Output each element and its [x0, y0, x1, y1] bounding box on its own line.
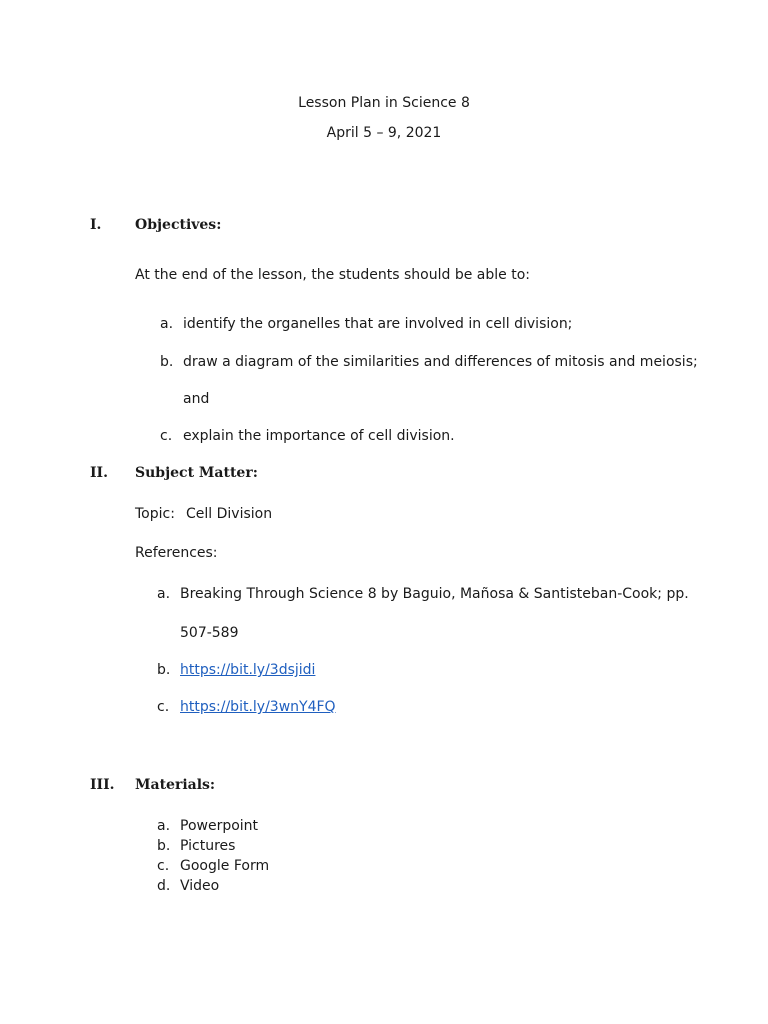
material-item: Video [180, 878, 220, 894]
material-item: Google Form [180, 858, 270, 874]
section-numeral-objectives: I. [90, 217, 102, 233]
objectives-intro: At the end of the lesson, the students should be able to: [135, 267, 530, 283]
reference-item-continuation: 507-589 [180, 625, 239, 641]
objective-item-continuation: and [183, 391, 210, 407]
topic-label: Topic: [135, 506, 175, 522]
section-numeral-materials: III. [90, 777, 115, 793]
reference-item: Breaking Through Science 8 by Baguio, Mañosa & Santisteban-Cook; pp. [180, 586, 689, 602]
list-marker: b. [157, 662, 171, 678]
list-marker: c. [160, 428, 173, 444]
document-date: April 5 – 9, 2021 [326, 125, 442, 141]
list-marker: d. [157, 878, 171, 894]
reference-link[interactable]: https://bit.ly/3dsjidi [180, 662, 316, 678]
references-label: References: [135, 545, 218, 561]
reference-link[interactable]: https://bit.ly/3wnY4FQ [180, 699, 336, 715]
section-numeral-subject-matter: II. [90, 465, 108, 481]
material-item: Pictures [180, 838, 236, 854]
list-marker: b. [157, 838, 171, 854]
list-marker: c. [157, 699, 170, 715]
section-heading-materials: Materials: [135, 777, 216, 793]
objective-item: identify the organelles that are involved in cell division; [183, 316, 573, 332]
list-marker: a. [157, 818, 171, 834]
list-marker: a. [160, 316, 174, 332]
objective-item: draw a diagram of the similarities and differences of mitosis and meiosis; [183, 354, 698, 370]
material-item: Powerpoint [180, 818, 259, 834]
objective-item: explain the importance of cell division. [183, 428, 455, 444]
topic-value: Cell Division [186, 506, 273, 522]
document-title: Lesson Plan in Science 8 [298, 95, 470, 111]
section-heading-subject-matter: Subject Matter: [135, 465, 258, 481]
list-marker: a. [157, 586, 171, 602]
list-marker: c. [157, 858, 170, 874]
section-heading-objectives: Objectives: [135, 217, 222, 233]
list-marker: b. [160, 354, 174, 370]
